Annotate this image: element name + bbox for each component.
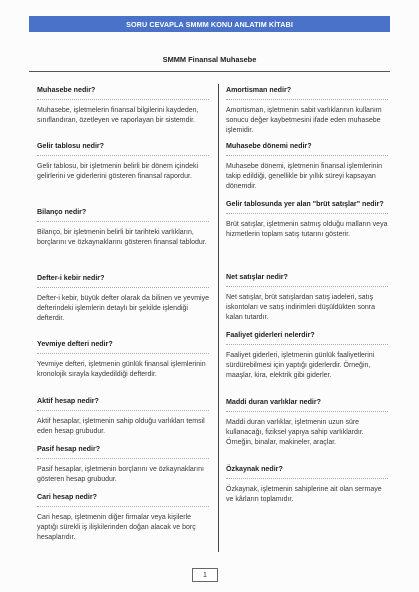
question: Aktif hesap nedir? (37, 397, 209, 411)
qa-item (37, 274, 209, 324)
question: Maddi duran varlıklar nedir? (226, 398, 388, 412)
answer: Yevmiye defteri, işletmenin günlük finansal işlemlerinin kronolojik sırayla kaydedildiği defterdir. (37, 360, 206, 378)
qa-item (226, 465, 388, 505)
page-title: SMMM Finansal Muhasebe (162, 55, 257, 64)
question: Gelir tablosunda yer alan "brüt satışlar" nedir? (226, 200, 388, 214)
answer: Özkaynak, işletmenin sahiplerine ait olan sermaye ve kârların toplamıdır. (226, 485, 382, 503)
question: Net satışlar nedir? (226, 273, 388, 287)
answer: Gelir tablosu, bir işletmenin belirli bir dönem içindeki gelirlerini ve giderlerini gösteren finansal rapordur. (37, 162, 199, 180)
qa-item (226, 86, 388, 136)
answer: Amortisman, işletmenin sabit varlıklarının kullanım sonucu değer kaybetmesini ifade eden muhasebe işlemidir. (226, 106, 382, 134)
question: Muhasebe dönemi nedir? (226, 142, 388, 156)
title-rule (29, 71, 390, 72)
question: Gelir tablosu nedir? (37, 142, 209, 156)
answer: Bilanço, bir işletmenin belirli bir tarihteki varlıkların, borçlarını ve özkaynaklarını gösteren finansal tablodur. (37, 228, 207, 246)
qa-item (226, 142, 388, 192)
answer: Maddi duran varlıklar, işletmenin uzun süre kullanacağı, fiziksel yapıya sahip varlıklardır. Örneğin, binalar, makineler, araçlar. (226, 418, 364, 446)
answer: Brüt satışlar, işletmenin satmış olduğu malların veya hizmetlerin toplam satış tutarını gösterir. (226, 220, 388, 238)
qa-item (226, 200, 388, 240)
answer: Aktif hesaplar, işletmenin sahip olduğu varlıkları temsil eden hesap grubudur. (37, 417, 205, 435)
qa-item (226, 398, 388, 448)
question: Muhasebe nedir? (37, 86, 209, 100)
question: Pasif hesap nedir? (37, 445, 209, 459)
qa-item (37, 208, 209, 248)
question: Yevmiye defteri nedir? (37, 340, 209, 354)
qa-item (37, 86, 209, 126)
qa-item (226, 331, 388, 381)
answer: Muhasebe, işletmelerin finansal bilgilerini kaydeden, sınıflandıran, özetleyen ve raporlayan bir sistemdir. (37, 106, 199, 124)
qa-item (37, 445, 209, 485)
answer: Net satışlar, brüt satışlardan satış iadeleri, satış iskontoları ve satış indirimleri düşüldükten sonra kalan tutardır. (226, 293, 376, 321)
question: Özkaynak nedir? (226, 465, 388, 479)
qa-item (37, 142, 209, 182)
page-number: 1 (192, 568, 218, 582)
question: Amortisman nedir? (226, 86, 388, 100)
answer: Cari hesap, işletmenin diğer firmalar veya kişilerle yaptığı sürekli iş ilişkilerinden doğan alacak ve borç hesaplarıdır. (37, 513, 196, 541)
qa-item (37, 397, 209, 437)
question: Cari hesap nedir? (37, 493, 209, 507)
book-title-banner: SORU CEVAPLA SMMM KONU ANLATIM KİTABI (29, 16, 390, 32)
question: Bilanço nedir? (37, 208, 209, 222)
qa-item (37, 340, 209, 380)
qa-item (226, 273, 388, 323)
question: Defter-i kebir nedir? (37, 274, 209, 288)
qa-item (37, 493, 209, 543)
answer: Pasif hesaplar, işletmenin borçlarını ve özkaynaklarını gösteren hesap grubudur. (37, 465, 204, 483)
column-divider (218, 84, 219, 552)
answer: Muhasebe dönemi, işletmenin finansal işlemlerinin takip edildiği, genellikle bir yıllık süreyi kapsayan dönemdir. (226, 162, 383, 190)
answer: Faaliyet giderleri, işletmenin günlük faaliyetlerini sürdürebilmesi için yaptığı giderlerdir. Örneğin, maaşlar, kira, elektrik gibi giderler. (226, 351, 375, 379)
answer: Defter-i kebir, büyük defter olarak da bilinen ve yevmiye defterindeki işlemlerin detaylı bir şekilde işlendiği defterdir. (37, 294, 209, 322)
question: Faaliyet giderleri nelerdir? (226, 331, 388, 345)
